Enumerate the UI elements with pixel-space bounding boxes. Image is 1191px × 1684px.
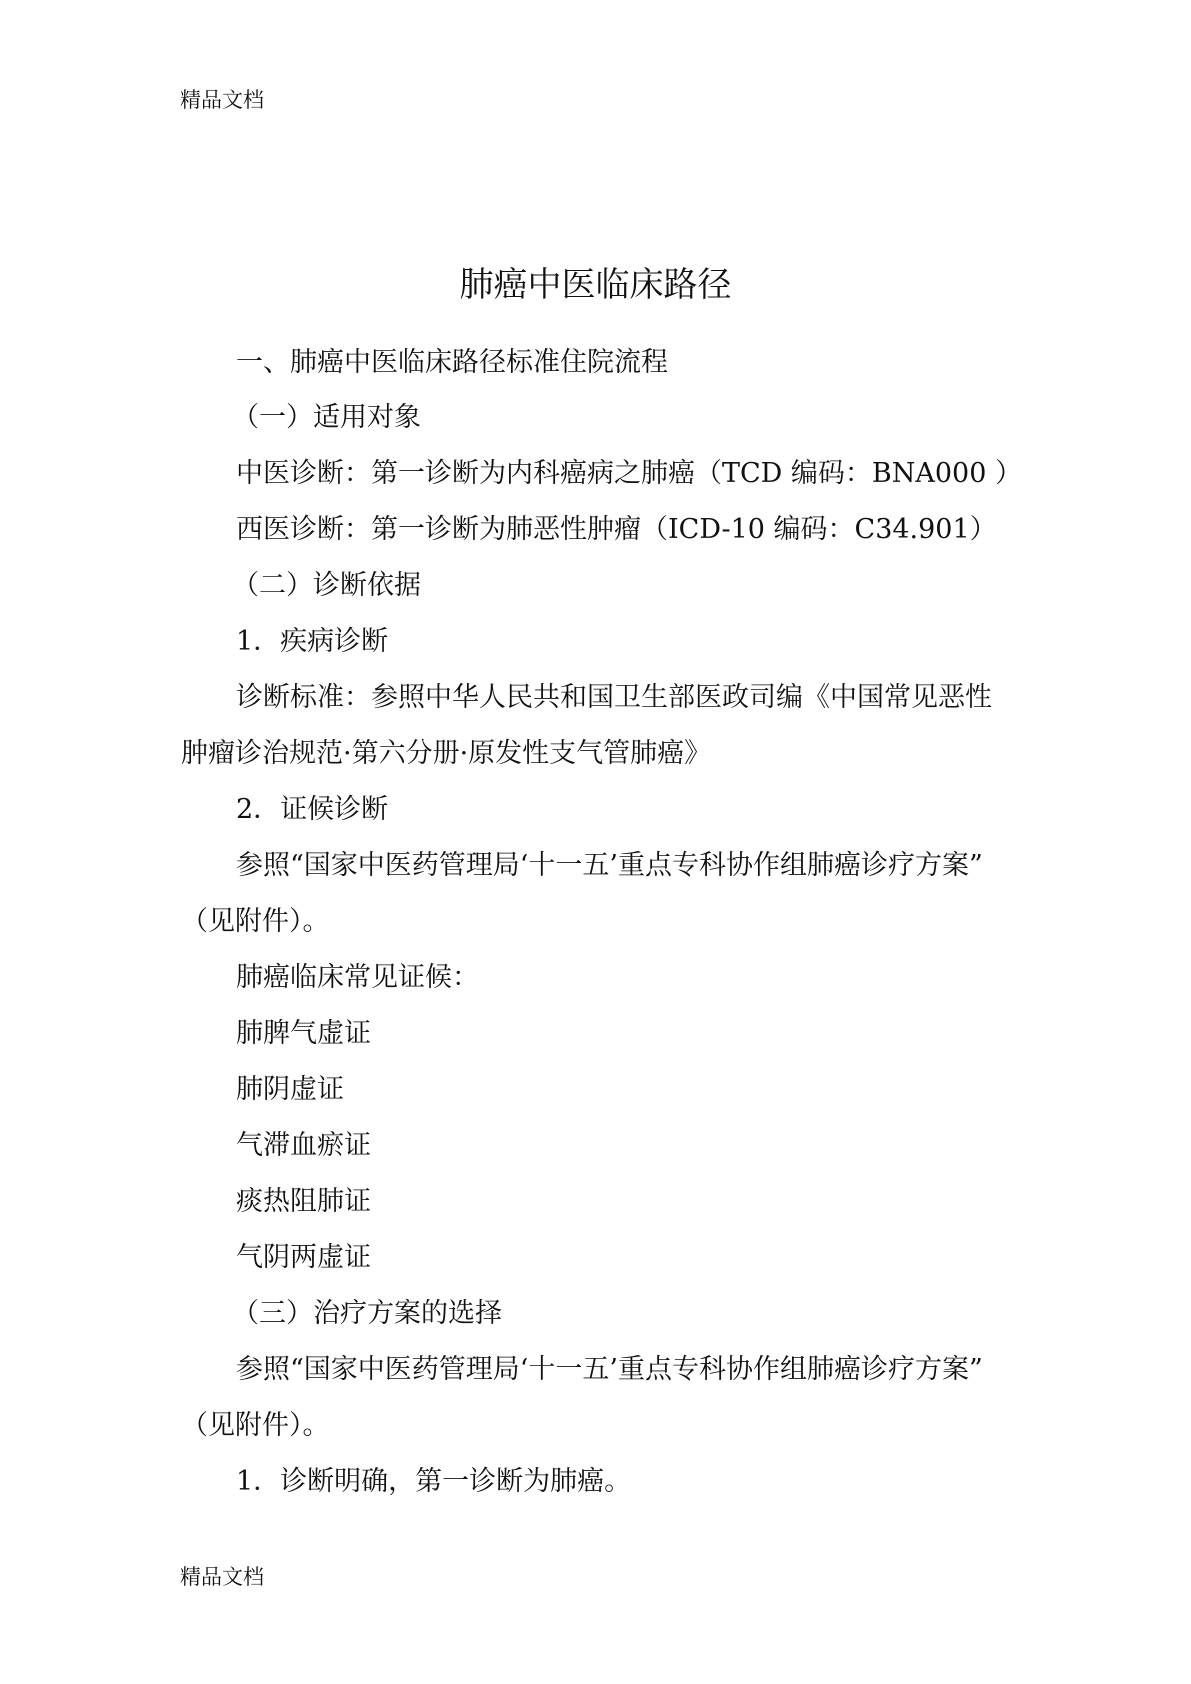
item-syndrome-diagnosis: 2．证候诊断 bbox=[236, 794, 389, 825]
syndrome-item: 肺脾气虚证 bbox=[236, 1018, 371, 1049]
subsection-heading-3: （三）治疗方案的选择 bbox=[232, 1298, 502, 1329]
diagnosis-standard-line-1: 诊断标准：参照中华人民共和国卫生部医政司编《中国常见恶性 bbox=[236, 682, 992, 713]
diagnosis-standard-line-2: 肿瘤诊治规范·第六分册·原发性支气管肺癌》 bbox=[181, 738, 712, 769]
item-disease-diagnosis: 1．疾病诊断 bbox=[236, 626, 389, 657]
common-syndromes-label: 肺癌临床常见证候： bbox=[236, 962, 479, 993]
treatment-reference-line-2: （见附件）。 bbox=[181, 1410, 330, 1441]
treatment-reference-line-1: 参照“国家中医药管理局‘十一五’重点专科协作组肺癌诊疗方案” bbox=[236, 1354, 983, 1385]
subsection-heading-1: （一）适用对象 bbox=[232, 402, 421, 433]
syndrome-item: 痰热阻肺证 bbox=[236, 1186, 371, 1217]
reference-line-1: 参照“国家中医药管理局‘十一五’重点专科协作组肺癌诊疗方案” bbox=[236, 850, 983, 881]
page-footer: 精品文档 bbox=[180, 1565, 264, 1589]
document-title: 肺癌中医临床路径 bbox=[459, 265, 732, 305]
western-diagnosis-line: 西医诊断：第一诊断为肺恶性肿瘤（ICD-10 编码：C34.901） bbox=[236, 514, 997, 545]
syndrome-item: 肺阴虚证 bbox=[236, 1074, 344, 1105]
treatment-item-1: 1．诊断明确，第一诊断为肺癌。 bbox=[236, 1466, 632, 1497]
tcm-diagnosis-line: 中医诊断：第一诊断为内科癌病之肺癌（TCD 编码：BNA000 ） bbox=[236, 458, 1022, 489]
page-header: 精品文档 bbox=[180, 88, 264, 112]
reference-line-2: （见附件）。 bbox=[181, 906, 330, 937]
subsection-heading-2: （二）诊断依据 bbox=[232, 570, 421, 601]
syndrome-item: 气滞血瘀证 bbox=[236, 1130, 371, 1161]
syndrome-item: 气阴两虚证 bbox=[236, 1242, 371, 1273]
section-heading-1: 一、肺癌中医临床路径标准住院流程 bbox=[236, 347, 668, 378]
